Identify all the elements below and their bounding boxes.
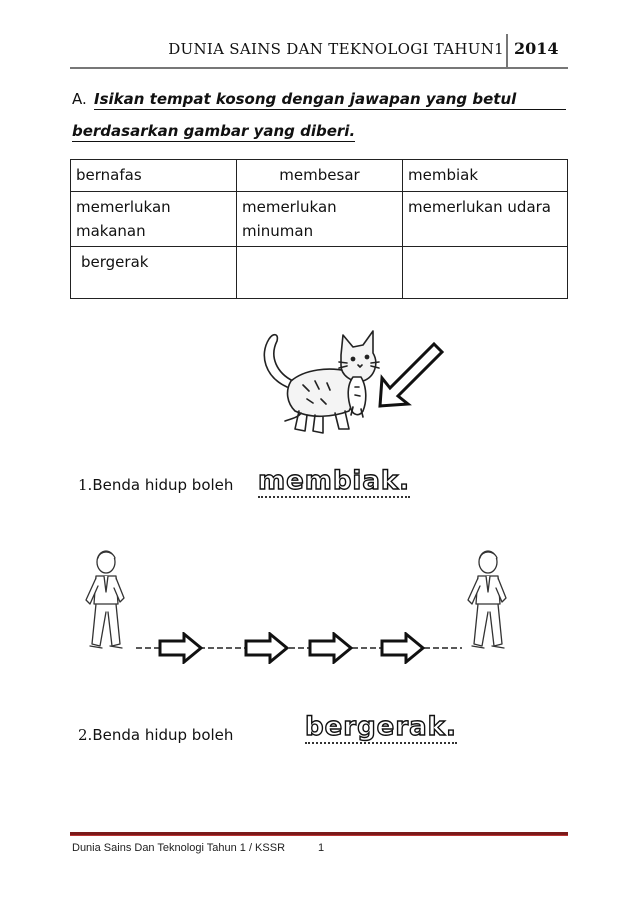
right-arrow-icon xyxy=(308,632,354,664)
header-year: 2014 xyxy=(514,39,559,58)
table-row xyxy=(71,160,568,192)
walking-boy-icon xyxy=(80,548,130,658)
question-2-answer: bergerak. xyxy=(305,712,457,742)
question-1-number: 1. xyxy=(78,476,93,494)
right-arrow-icon xyxy=(380,632,426,664)
question-2 xyxy=(78,726,233,744)
page-number: 1 xyxy=(318,842,325,854)
question-1-answer: membiak. xyxy=(258,466,411,496)
table-cell: memerlukan udara xyxy=(403,192,568,247)
table-cell: membesar xyxy=(237,160,403,192)
table-cell: bergerak xyxy=(71,247,237,299)
word-bank-table xyxy=(70,159,568,299)
question-1 xyxy=(78,476,233,494)
cat-carrying-kitten-icon xyxy=(255,325,385,440)
question-1-text: Benda hidup boleh xyxy=(92,476,234,494)
question-2-text: Benda hidup boleh xyxy=(92,726,234,744)
instruction-label: A. xyxy=(72,90,87,108)
table-cell xyxy=(237,247,403,299)
diagonal-arrow-icon xyxy=(374,340,446,412)
table-cell: memerlukan minuman xyxy=(237,192,403,247)
footer-text: Dunia Sains Dan Teknologi Tahun 1 / KSSR xyxy=(72,842,286,854)
table-row xyxy=(71,247,568,299)
table-cell: bernafas xyxy=(71,160,237,192)
table-cell: memerlukan makanan xyxy=(71,192,237,247)
header-rule xyxy=(70,67,568,69)
instruction-line-2: berdasarkan gambar yang diberi. xyxy=(72,122,356,140)
instruction-line-1: Isikan tempat kosong dengan jawapan yang betul xyxy=(94,90,566,110)
right-arrow-icon xyxy=(244,632,290,664)
table-cell: membiak xyxy=(403,160,568,192)
footer-rule xyxy=(70,832,568,836)
table-row xyxy=(71,192,568,247)
header-title: DUNIA SAINS DAN TEKNOLOGI TAHUN1 xyxy=(168,40,504,58)
header-divider xyxy=(506,34,508,68)
right-arrow-icon xyxy=(158,632,204,664)
table-cell xyxy=(403,247,568,299)
question-2-number: 2. xyxy=(78,726,93,744)
